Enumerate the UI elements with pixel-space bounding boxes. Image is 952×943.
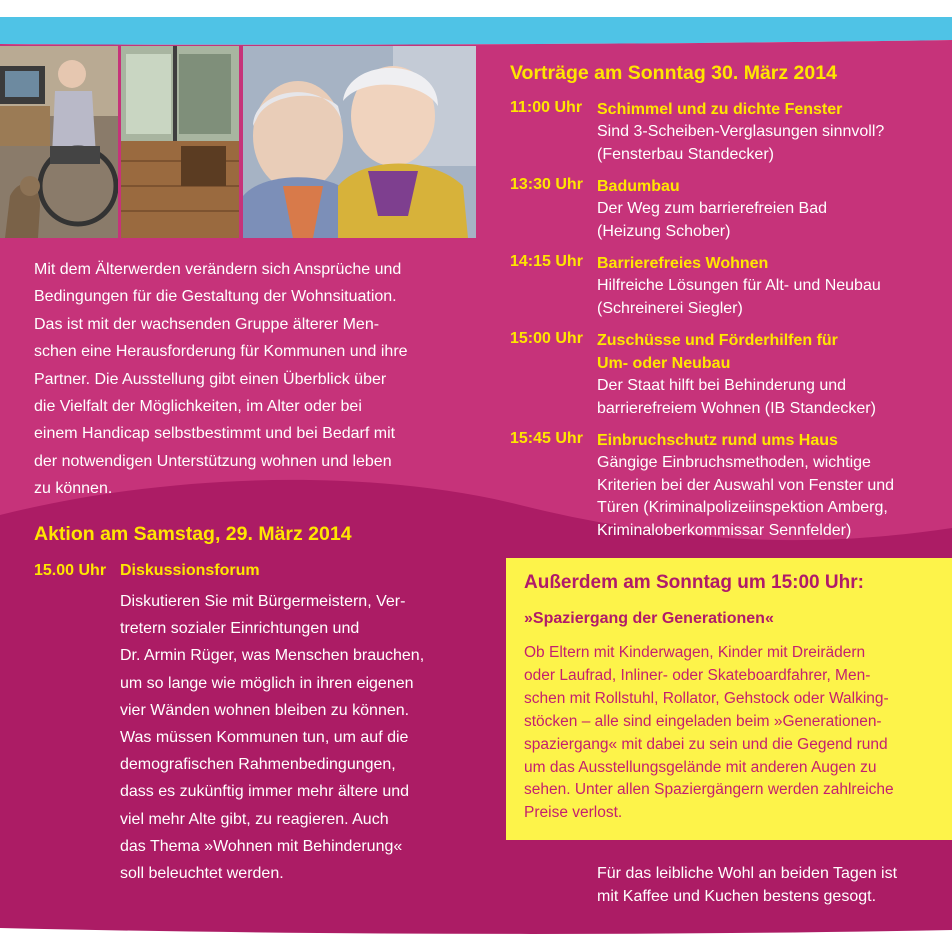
talk-description	[597, 198, 827, 243]
saturday-line: Dr. Armin Rüger, was Menschen brauchen,	[120, 647, 425, 665]
talk-desc-line: Kriminaloberkommissar Sennfelder)	[597, 521, 852, 539]
info-box-line: Preise verlost.	[524, 804, 623, 822]
talk-desc-line: (Heizung Schober)	[597, 222, 731, 240]
saturday-line: demografischen Rahmenbedingungen,	[120, 756, 396, 774]
talk-time: 15:00 Uhr	[510, 330, 583, 347]
talk-title-line: Schimmel und zu dichte Fenster	[597, 101, 843, 118]
talk-title-line: Badumbau	[597, 178, 680, 195]
info-box	[506, 558, 952, 840]
closing-line: mit Kaffee und Kuchen bestens gesogt.	[597, 888, 877, 905]
saturday-description	[120, 588, 480, 887]
talk-desc-line: Türen (Kriminalpolizeiinspektion Amberg,	[597, 499, 888, 516]
talk-title-line: Barrierefreies Wohnen	[597, 255, 769, 272]
talk-description	[597, 121, 884, 166]
saturday-line: um so lange wie möglich in ihren eigenen	[120, 674, 414, 692]
talk-title	[597, 99, 842, 122]
info-box-subheading: »Spaziergang der Generationen«	[524, 610, 774, 627]
intro-line: Partner. Die Ausstellung gibt einen Überblick über	[34, 370, 387, 388]
intro-line: einem Handicap selbstbestimmt und bei Bedarf mit	[34, 425, 396, 443]
intro-line: Mit dem Älterwerden verändern sich Ansprüche und	[34, 261, 402, 278]
intro-line: Das ist mit der wachsenden Gruppe älterer Men-	[34, 315, 380, 333]
saturday-line: vier Wänden wohnen bleiben zu können.	[120, 701, 410, 719]
intro-line: zu können.	[34, 480, 113, 498]
talk-description	[597, 275, 881, 320]
closing-line: Für das leibliche Wohl an beiden Tagen ist	[597, 865, 898, 882]
talk-desc-line: Der Staat hilft bei Behinderung und	[597, 377, 847, 394]
intro-text	[34, 256, 474, 503]
closing-text	[597, 862, 897, 908]
info-box-line: um das Ausstellungsgelände mit anderen Augen zu	[524, 758, 877, 776]
saturday-line: Diskutieren Sie mit Bürgermeistern, Ver-	[120, 593, 406, 610]
talk-title	[597, 253, 768, 276]
info-box-line: sehen. Unter allen Spaziergängern werden zahlreiche	[524, 781, 894, 799]
intro-line: der notwendigen Unterstützung wohnen und leben	[34, 452, 392, 470]
sunday-heading: Vorträge am Sonntag 30. März 2014	[510, 62, 837, 84]
talk-desc-line: Kriterien bei der Auswahl von Fenster und	[597, 476, 895, 494]
saturday-heading: Aktion am Samstag, 29. März 2014	[34, 523, 352, 545]
talk-desc-line: Hilfreiche Lösungen für Alt- und Neubau	[597, 277, 881, 294]
talk-title-line: Zuschüsse und Förderhilfen für	[597, 332, 838, 349]
talk-title-line: Einbruchschutz rund ums Haus	[597, 432, 838, 449]
saturday-title: Diskussionsforum	[120, 562, 260, 579]
talk-desc-line: (Schreinerei Siegler)	[597, 299, 743, 317]
talk-time: 14:15 Uhr	[510, 253, 583, 270]
info-box-line: Ob Eltern mit Kinderwagen, Kinder mit Dreirädern	[524, 644, 866, 661]
intro-line: die Vielfalt der Möglichkeiten, im Alter oder bei	[34, 398, 362, 416]
info-box-line: oder Laufrad, Inliner- oder Skateboardfahrer, Men-	[524, 666, 871, 684]
saturday-time: 15.00 Uhr	[34, 562, 107, 579]
saturday-line: tretern sozialer Einrichtungen und	[120, 620, 360, 638]
info-box-line: stöcken – alle sind eingeladen beim »Generationen-	[524, 712, 882, 730]
talk-title	[597, 430, 838, 453]
info-box-line: spaziergang« mit dabei zu sein und die Gegend rund	[524, 735, 888, 753]
talk-description	[597, 375, 876, 420]
saturday-line: dass es zukünftig immer mehr ältere und	[120, 783, 410, 801]
info-box-text	[524, 642, 944, 825]
talk-time: 11:00 Uhr	[510, 99, 583, 116]
info-box-heading: Außerdem am Sonntag um 15:00 Uhr:	[524, 572, 864, 593]
talk-time: 13:30 Uhr	[510, 176, 583, 193]
conservatory-photo	[121, 46, 239, 238]
talk-desc-line: Sind 3-Scheiben-Verglasungen sinnvoll?	[597, 123, 885, 140]
talk-desc-line: Der Weg zum barrierefreien Bad	[597, 200, 828, 217]
talk-title-line: Um- oder Neubau	[597, 354, 731, 372]
talk-title	[597, 330, 838, 375]
saturday-line: das Thema »Wohnen mit Behinderung«	[120, 837, 403, 855]
talk-title	[597, 176, 680, 199]
intro-line: Bedingungen für die Gestaltung der Wohnsituation.	[34, 288, 397, 306]
talk-desc-line: barrierefreiem Wohnen (IB Standecker)	[597, 399, 876, 417]
talk-description	[597, 452, 894, 542]
talk-time: 15:45 Uhr	[510, 430, 583, 447]
saturday-line: viel mehr Alte gibt, zu reagieren. Auch	[120, 810, 389, 828]
info-box-line: schen mit Rollstuhl, Rollator, Gehstock oder Walking-	[524, 689, 889, 707]
talk-desc-line: (Fensterbau Standecker)	[597, 145, 774, 163]
talk-desc-line: Gängige Einbruchsmethoden, wichtige	[597, 454, 871, 471]
intro-line: schen eine Herausforderung für Kommunen und ihre	[34, 343, 408, 361]
saturday-line: Was müssen Kommunen tun, um auf die	[120, 729, 409, 747]
saturday-line: soll beleuchtet werden.	[120, 865, 284, 883]
wheelchair-photo	[0, 46, 118, 238]
seniors-photo	[243, 46, 476, 238]
